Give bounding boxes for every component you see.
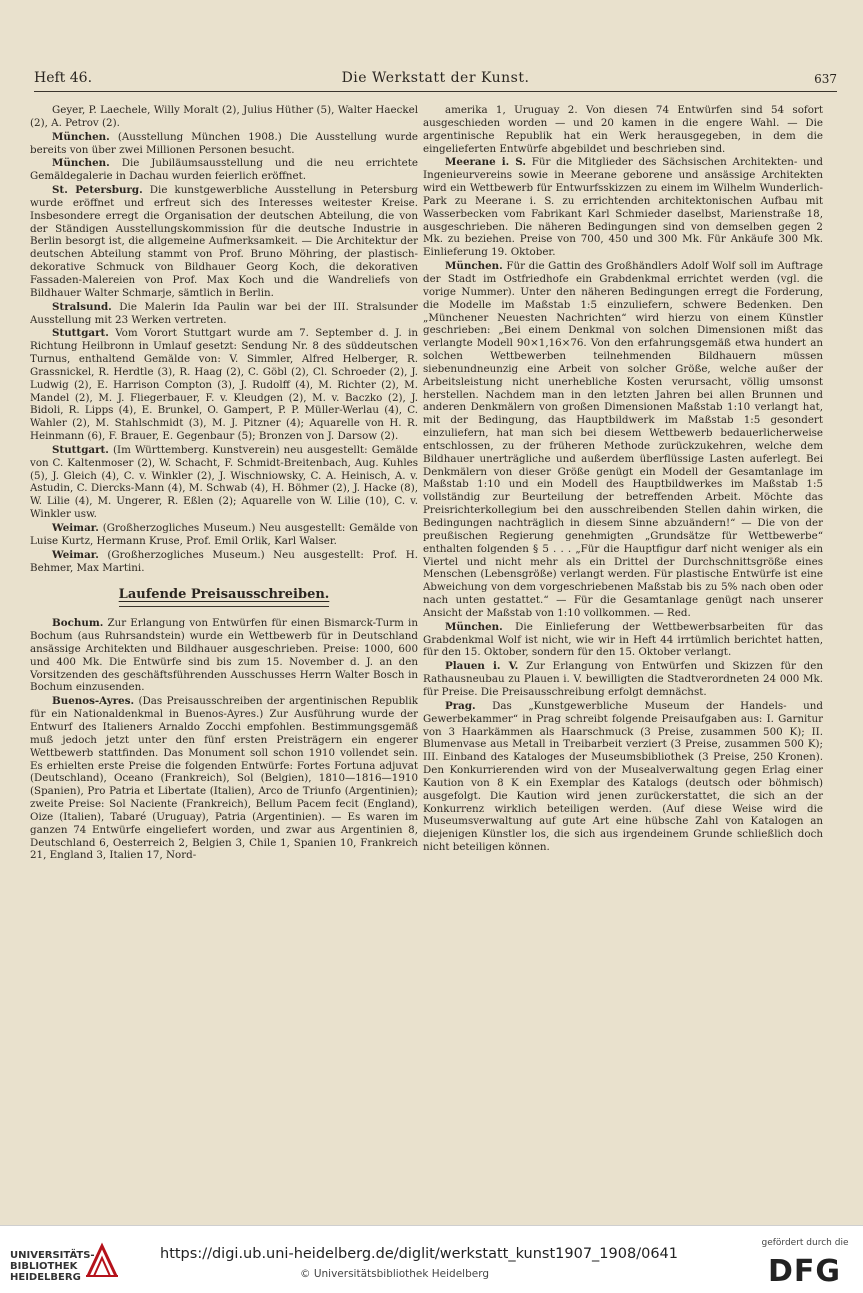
- article-paragraph: [423, 621, 823, 660]
- paragraph-text: Zur Erlangung von Entwürfen und Skizzen für den Rathausneubau zu Plauen i. V. bewilligten die Stadtverordneten 24 000 Mk. für Preise. Die Preisausschreibung erfolgt demnächst.: [423, 660, 823, 698]
- article-paragraph: [30, 327, 418, 443]
- place-heading: Plauen i. V.: [445, 660, 519, 673]
- paragraph-text: Das „Kunstgewerbliche Museum der Handels- und Gewerbekammer“ in Prag schreibt folgende Preisaufgaben aus: I. Garnitur von 3 Haarkämmen als Haarschmuck (3 Preise, zusammen 500 K); II. Blumenvase aus Metall in Treibarbeit verziert (3 Preise, zusammen 500 K); III. Einband des Kataloges der Museumsbibliothek (3 Preise, 250 Kronen). Den Konkurrierenden wird von der Musealverwaltung gegen Erlag einer Kaution von 8 K ein Exemplar des Katalogs (deutsch oder böhmisch) ausgefolgt. Die Kaution wird jenen zurückerstattet, die sich an der Konkurrenz wirklich beteiligen werden. (Auf diese Weise wird die Museumsverwaltung auf gute Art eine hübsche Zahl von Katalogen an diejenigen Künstler los, die sich aus irgendeinem Grunde schließlich doch nicht beteiligen können.: [423, 699, 823, 854]
- place-heading: Weimar.: [52, 548, 99, 561]
- place-heading: München.: [445, 260, 503, 273]
- paragraph-text: Die Jubiläumsausstellung und die neu errichtete Gemäldegalerie in Dachau wurden feierlich eröffnet.: [30, 157, 418, 183]
- article-paragraph: [423, 660, 823, 699]
- place-heading: Weimar.: [52, 522, 99, 534]
- dfg-logo: DFG: [768, 1254, 842, 1289]
- library-logo-text: UNIVERSITÄTS- BIBLIOTHEK HEIDELBERG: [10, 1250, 95, 1283]
- paragraph-text: Die kunstgewerbliche Ausstellung in Petersburg wurde eröffnet und erfreut sich des Interesses weitester Kreise. Insbesondere erregt die Organisation der deutschen Abteilung, die von der Ständigen Ausstellungskommission für die deutsche Industrie in Berlin besorgt ist, die allgemeine Aufmerksamkeit. — Die Architektur der deutschen Abteilung stammt von Prof. Bruno Möhring, der plastisch-dekorative Schmuck von Bildhauer Georg Koch, die dekorativen Fassaden-Malereien von Prof. Max Koch und die Wandreliefs von Bildhauer Walter Schmarje, sämtlich in Berlin.: [30, 184, 418, 299]
- article-paragraph: [30, 617, 418, 694]
- article-paragraph: [30, 131, 418, 157]
- place-heading: Buenos-Ayres.: [52, 695, 135, 708]
- place-heading: Prag.: [445, 699, 476, 712]
- place-heading: Bochum.: [52, 617, 104, 630]
- article-paragraph: [423, 700, 823, 854]
- permalink-url[interactable]: https://digi.ub.uni-heidelberg.de/diglit/werkstatt_kunst1907_1908/0641: [160, 1246, 678, 1262]
- paragraph-text: Für die Mitglieder des Sächsischen Architekten- und Ingenieurvereins sowie in Meerane geborene und ansässige Architekten wird ein Wettbewerb für Entwurfsskizzen zu einem im Wilhelm Wunderlich-Park zu Meerane i. S. zu errichtenden architektonischen Aufbau mit Wasserbecken vom Fabrikant Karl Schmieder daselbst, Marienstraße 18, ausgeschrieben. Die näheren Bedingungen sind von demselben gegen 2 Mk. zu beziehen. Preise von 700, 450 und 300 Mk. Für Ankäufe 300 Mk. Einlieferung 19. Oktober.: [423, 156, 823, 259]
- copyright-notice: © Universitätsbibliothek Heidelberg: [300, 1268, 490, 1280]
- article-paragraph: [30, 444, 418, 521]
- section-title: Laufende Preisausschreiben.: [119, 589, 330, 607]
- paragraph-text: Vom Vorort Stuttgart wurde am 7. September d. J. in Richtung Heilbronn in Umlauf gesetzt: Sendung Nr. 8 des süddeutschen Turnus, enthaltend Gemälde von: V. Simmler, Alfred Helberger, R. Grassnickel, R. Herdtle (3), R. Haag (2), C. Göbl (2), Cl. Schroeder (2), J. Ludwig (2), E. Harrison Compton (3), J. Rudolff (4), M. Richter (2), M. Mandel (2), M. J. Fliegerbauer, F. v. Kleudgen (2), M. v. Baczko (2), J. Bidoli, R. Lipps (4), E. Brunkel, O. Gampert, P. P. Müller-Werlau (4), C. Wahler (2), M. Stahlschmidt (3), M. J. Pitzner (4); Aquarelle von H. R. Heinmann (6), F. Brauer, E. Gegenbaur (5); Bronzen von J. Darsow (2).: [30, 327, 418, 443]
- article-paragraph: [30, 522, 418, 548]
- article-paragraph: [423, 156, 823, 259]
- place-heading: Stuttgart.: [52, 443, 109, 456]
- paragraph-text: (Großherzogliches Museum.) Neu ausgestellt: Gemälde von Luise Kurtz, Hermann Kruse, Prof. Emil Orlik, Karl Walser.: [30, 522, 418, 547]
- paragraph-text: (Großherzogliches Museum.) Neu ausgestellt: Prof. H. Behmer, Max Martini.: [30, 548, 418, 574]
- paragraph-text: amerika 1, Uruguay 2. Von diesen 74 Entwürfen sind 54 sofort ausgeschieden worden — und 20 kamen in die engere Wahl. — Die argentinische Republik hat ein Werk herausgegeben, in dem die eingelieferten Entwürfe abgebildet und beschrieben sind.: [423, 104, 823, 155]
- funding-note: gefördert durch die: [761, 1238, 849, 1248]
- article-paragraph: [30, 157, 418, 183]
- page-number: 637: [814, 72, 837, 86]
- article-paragraph: [30, 301, 418, 327]
- place-heading: München.: [445, 620, 503, 633]
- article-paragraph: [423, 260, 823, 620]
- article-paragraph: [30, 695, 418, 862]
- page-header: [34, 68, 837, 92]
- place-heading: St. Petersburg.: [52, 184, 143, 197]
- paragraph-text: Geyer, P. Laechele, Willy Moralt (2), Julius Hüther (5), Walter Haeckel (2), A. Petrov (2).: [30, 104, 418, 129]
- paragraph-text: Die Einlieferung der Wettbewerbsarbeiten für das Grabdenkmal Wolf ist nicht, wie wir in Heft 44 irrtümlich berichtet hatten, für den 15. Oktober, sondern für den 15. Oktober verlangt.: [423, 620, 823, 659]
- paragraph-text: (Ausstellung München 1908.) Die Ausstellung wurde bereits von über zwei Millionen Personen besucht.: [30, 130, 418, 156]
- right-column: [423, 104, 823, 1204]
- article-paragraph: [30, 184, 418, 300]
- article-paragraph: [30, 549, 418, 575]
- article-paragraph: [423, 104, 823, 155]
- place-heading: Meerane i. S.: [445, 156, 526, 169]
- place-heading: Stralsund.: [52, 300, 112, 313]
- paragraph-text: Für die Gattin des Großhändlers Adolf Wolf soll im Auftrage der Stadt im Ostfriedhofe ein Grabdenkmal errichtet werden (vgl. die vorige Nummer). Unter den näheren Bedingungen erregt die Forderung, die Modelle im Maßstab 1:5 einzuliefern, schwere Bedenken. Den „Münchener Neuesten Nachrichten“ wird hierzu von einem Künstler geschrieben: „Bei einem Denkmal von solchen Dimensionen mißt das verlangte Modell 90×1,16×76. Von den erfahrungsgemäß etwa hundert an solchen Wettbewerben teilnehmenden Bildhauern müssen siebenundneunzig eine Arbeit von solcher Größe, welche außer der Arbeitsleistung nicht unerhebliche Kosten verursacht, völlig umsonst herstellen. Nachdem man in den letzten Jahren bei allen Brunnen und anderen Denkmälern von großen Dimensionen Maßstab 1:10 verlangt hat, mit der Bedingung, das Hauptbildwerk im Maßstab 1:5 gesondert einzuliefern, hat man sich bei diesem Wettbewerb bedauerlicherweise entschlossen, zu der früheren Methode zurückzukehren, welche dem Bildhauer unerträgliche und außerdem überflüssige Lasten auferlegt. Bei Denkmälern von dieser Größe genügt ein Modell der Gesamtanlage im Maßstab 1:10 und ein Modell des Hauptbildwerkes im Maßstab 1:5 vollständig zur Beurteilung der betreffenden Arbeit. Möchte das Preisrichterkollegium bei den ausschreibenden Stellen dahin wirken, die Bedingungen nachträglich in diesem Sinne abzuändern!“ — Die von der preußischen Regierung genehmigten „Grundsätze für Wettbewerbe“ enthalten folgenden § 5 . . . „Für die Hauptfigur darf nicht weniger als ein Viertel und nicht mehr als ein Drittel der Durchschnittsgröße eines Menschen (Lebensgröße) verlangt werden. Für plastische Entwürfe ist eine Abweichung von dem vorgeschriebenen Maßstab bis zu 5% nach oben oder nach unten gestattet.“ — Für die Gesamtanlage genügt nach unserer Ansicht der Maßstab von 1:10 vollkommen. — Red.: [423, 260, 823, 619]
- footer-bar: [0, 1225, 863, 1293]
- issue-label: Heft 46.: [34, 70, 93, 86]
- paragraph-text: (Im Württemberg. Kunstverein) neu ausgestellt: Gemälde von C. Kaltenmoser (2), W. Schacht, F. Schmidt-Breitenbach, Aug. Kuhles (5), J. Gleich (4), C. v. Winkler (2), J. Wischniowsky, C. A. Heinisch, A. v. Astudin, C. Diercks-Mann (4), M. Schwab (4), H. Böhmer (2), J. Hacke (8), W. Lilie (4), M. Ungerer, R. Eßlen (2); Aquarelle von W. Lilie (10), C. v. Winkler usw.: [30, 443, 418, 521]
- journal-title: Die Werkstatt der Kunst.: [341, 70, 530, 86]
- paragraph-text: (Das Preisausschreiben der argentinischen Republik für ein Nationaldenkmal in Buenos-Ayres.) Zur Ausführung wurde der Entwurf des Italieners Arnaldo Zocchi empfohlen. Bestimmungsgemäß muß jedoch jetzt unter den fünf ersten Preisträgern ein engerer Wettbewerb stattfinden. Das Monument soll schon 1910 vollendet sein. Es erhielten erste Preise die folgenden Entwürfe: Fortes Fortuna adjuvat (Deutschland), Oceano (Frankreich), Sol (Belgien), 1810—1816—1910 (Spanien), Pro Patria et Libertate (Italien), Arco de Triunfo (Argentinien); zweite Preise: Sol Naciente (Frankreich), Bellum Pacem fecit (England), Oize (Italien), Tabaré (Uruguay), Patria (Argentinien). — Es waren im ganzen 74 Entwürfe eingeliefert worden, und zwar aus Argentinien 8, Deutschland 6, Oesterreich 2, Belgien 3, Chile 1, Spanien 10, Frankreich 21, England 3, Italien 17, Nord-: [30, 695, 418, 862]
- left-column: [30, 104, 418, 1204]
- article-paragraph: [30, 104, 418, 130]
- paragraph-text: Zur Erlangung von Entwürfen für einen Bismarck-Turm in Bochum (aus Ruhrsandstein) wurde ein Wettbewerb für in Deutschland ansässige Architekten und Bildhauer ausgeschrieben. Preise: 1000, 600 und 400 Mk. Die Entwürfe sind bis zum 15. November d. J. an den Vorsitzenden des geschäftsführenden Ausschusses Herrn Walter Bosch in Bochum einzusenden.: [30, 617, 418, 694]
- place-heading: München.: [52, 130, 110, 143]
- paragraph-text: Die Malerin Ida Paulin war bei der III. Stralsunder Ausstellung mit 23 Werken vertreten.: [30, 300, 418, 326]
- place-heading: München.: [52, 157, 110, 170]
- library-emblem-icon: [84, 1240, 120, 1280]
- place-heading: Stuttgart.: [52, 327, 109, 340]
